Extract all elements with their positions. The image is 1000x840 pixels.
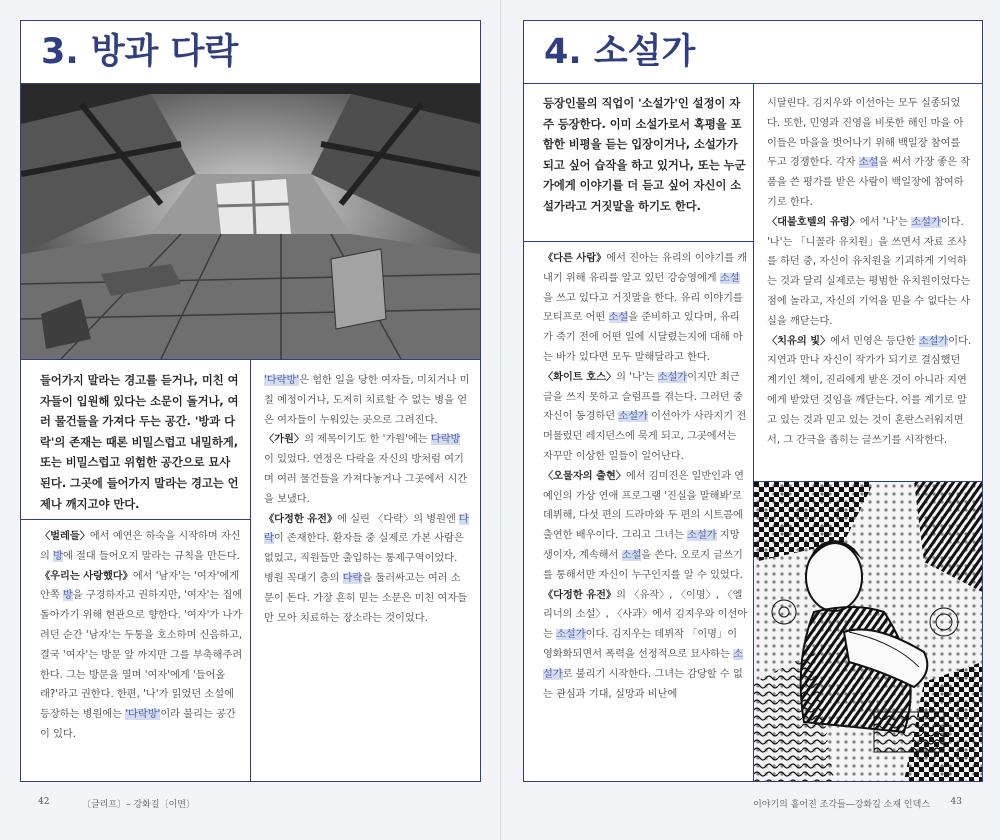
running-footer: 〔글리프〕– 강화길〔이면〕 <box>82 800 195 810</box>
body-text: 을 둘러싸고는 여러 소문이 돈다. 가장 흔히 믿는 소문은 미친 여자들만 모아 치료하는 장소라는 것이었다. <box>264 572 468 624</box>
body-text: 이다. 지연과 만나 자신이 작가가 되기로 결심했던 계기인 책이, 진리에게 받은 것이 아니라 지연에게 받았던 것임을 깨닫는다. 이를 계기로 알고 있는 것과 믿고 있는 것이 혼란스러워지면서, 그 간극을 좁히는 글쓰기를 시작한다. <box>767 335 972 446</box>
page-title: 3. 방과 다락 <box>21 21 480 84</box>
keyword-highlight: 소설가 <box>618 411 648 423</box>
lead-text: 들어가지 말라는 경고를 듣거나, 미친 여자들이 입원해 있다는 소문이 돌거나, 여러 물건들을 가져다 두는 공간. '방과 다락'의 존재는 때론 비밀스럽고 내밀하게, 또는 비밀스럽고 위험한 공간으로 묘사된다. 그곳에 들어가지 말라는 경고는 언제나 깨지고야 만다. <box>40 374 239 511</box>
running-footer: 이야기의 흩어진 조각들—강화길 소재 인덱스 <box>753 800 930 810</box>
keyword-highlight: 소설가 <box>911 216 941 228</box>
body-text: 에서 김미진은 일반인과 연예인의 가상 연애 프로그램 '진실을 말해봐'로 데뷔해, 다섯 편의 드라마와 두 편의 시트콤에 출연한 배우이다. 그리고 그녀는 <box>543 470 744 542</box>
pattern-illustration <box>754 482 982 781</box>
keyword-highlight: 소설 <box>621 549 642 561</box>
page-title: 4. 소설가 <box>524 21 982 84</box>
work-title: 《다른 사람》 <box>543 253 607 264</box>
right-frame <box>523 20 983 782</box>
column-divider <box>250 359 251 781</box>
keyword-highlight: 다락방 <box>430 434 461 446</box>
body-text: 이선아가 사라지기 전 머물렀던 레지던스에 묵게 되고, 그곳에서는 자꾸만 이상한 일들이 일어난다. <box>543 411 747 462</box>
lead-divider <box>524 241 753 242</box>
body-text: 에서 민영은 등단한 <box>830 335 919 347</box>
body-text: 의 〈유작〉, 〈이명〉, 〈엘리너의 소설〉, 〈사과〉에서 김지우와 이선아는 <box>543 589 748 641</box>
body-text: 에 절대 들어오지 말라는 규칙을 만든다. <box>62 550 240 562</box>
work-title: 〈가원〉 <box>264 434 305 446</box>
body-text: 을 준비하고 있다며, 유리가 죽기 전에 어떤 일에 시달렸는지에 대해 아는 바가 있다면 모두 말해달라고 한다. <box>543 312 743 363</box>
keyword-highlight: 소설가 <box>918 335 949 347</box>
body-text: 의 '나'는 <box>616 371 658 383</box>
page-number: 42 <box>38 797 50 807</box>
body-text: 이지만 최근 글을 쓰지 못하고 슬럼프를 겪는다. 그러던 중 자신이 동경하던 <box>543 371 743 423</box>
work-title: 〈대불호텔의 유령〉 <box>767 216 860 228</box>
keyword-highlight: '다락방' <box>125 709 161 721</box>
body-text: 지망생이자, 계속해서 <box>543 530 740 561</box>
body-column-2 <box>264 371 470 628</box>
keyword-highlight: '다락방' <box>264 375 300 386</box>
body-text: 시달린다. 김지우와 이선아는 모두 실종되었다. 또한, 민영과 진영을 비롯한 해인 마을 아이들은 마을을 벗어나기 위해 백일장 참여를 두고 경쟁한다. 각자 <box>767 98 964 169</box>
body-text: 을 쓴다. 오로지 글쓰기를 통해서만 자신이 누구인지를 알 수 있었다. <box>543 549 743 581</box>
work-title: 《다정한 유전》 <box>264 513 338 525</box>
keyword-highlight: 소설 <box>608 312 629 324</box>
work-title: 〈오물자의 출현〉 <box>543 470 626 482</box>
work-title: 〈화이트 호스〉 <box>543 371 617 383</box>
work-title: 〈치유의 빛〉 <box>767 335 831 347</box>
left-frame <box>20 20 481 782</box>
body-text: 로 불리기 시작한다. 그녀는 감당할 수 없는 관심과 기대, 실망과 비난에 <box>543 668 743 700</box>
body-text: 이 있었다. 연정은 다락을 자신의 방처럼 여기며 여러 물건들을 가져다놓거나 그곳에서 시간을 보냈다. <box>264 454 468 505</box>
keyword-highlight: 소설가 <box>543 648 743 680</box>
body-text: 의 제목이기도 한 '가원'에는 <box>304 434 431 446</box>
attic-illustration <box>21 84 480 359</box>
keyword-highlight: 소설 <box>858 157 879 169</box>
keyword-highlight: 소설가 <box>657 371 688 383</box>
keyword-highlight: 소설가 <box>556 629 586 641</box>
body-text: 이다. 김지우는 데뷔작 「이명」이 영화화되면서 폭력을 선정적으로 묘사하는 <box>543 629 738 660</box>
keyword-highlight: 소설가 <box>687 530 717 542</box>
body-text: 이다. '나'는 「니꼴라 유치원」을 쓰면서 자료 조사를 하던 중, 자신이 유치원을 기괴하게 기억하는 것과 달리 실제로는 평범한 유치원이었다는 점에 놀라고, 자신의 기억을 믿을 수 없다는 사실을 깨닫는다. <box>767 216 971 327</box>
work-title: 《우리는 사랑했다》 <box>40 570 133 582</box>
keyword-highlight: 다락 <box>264 513 469 545</box>
body-text: 을 쓰고 있다고 거짓말을 한다. 유리 이야기를 모티프로 어떤 <box>543 292 743 324</box>
body-text: 에 실린 〈다락〉의 병원엔 <box>337 513 460 525</box>
body-text: 에서 예연은 하숙을 시작하며 자신의 <box>40 531 241 562</box>
keyword-highlight: 방 <box>62 590 73 602</box>
keyword-highlight: 다락 <box>342 572 363 584</box>
right-page <box>500 0 1000 840</box>
body-column-1 <box>543 249 749 704</box>
lead-divider <box>21 519 250 520</box>
keyword-highlight: 소설 <box>719 272 740 284</box>
body-text: 을 구경하자고 권하지만, '여자'는 집에 돌아가기 위해 현관으로 향한다. '여자'가 나가려던 순간 '남자'는 두통을 호소하며 신음하고, 결국 '여자'는 방문 앞 까지만 그를 부축해주려 한다. 그는 방문을 열며 '여자'에게 '들어올래?'라고 권한다. 한편, '나'가 읽었던 소설에 등장하는 병원에는 <box>40 590 243 721</box>
body-text: 이 존재한다. 환자들 중 실제로 가본 사람은 없었고, 직원들만 출입하는 통제구역이었다. 병원 꼭대기 층의 <box>264 533 464 584</box>
body-column-2 <box>767 94 973 450</box>
body-text: 이라 불리는 공간이 있다. <box>40 709 236 740</box>
work-title: 《다정한 유전》 <box>543 589 617 601</box>
lead-text: 등장인물의 직업이 '소설가'인 설정이 자주 등장한다. 이미 소설가로서 혹평을 포함한 비평을 듣는 입장이거나, 소설가가 되고 싶어 습작을 하고 있거나, 또는 누군가에게 이야기를 더 듣고 싶어 자신이 소설가라고 거짓말을 하기도 한다. <box>543 97 746 213</box>
body-text: 에서 '남자'는 '여자'에게 안쪽 <box>40 570 240 602</box>
body-text: 에서 '나'는 <box>859 216 912 228</box>
page-number: 43 <box>950 797 962 807</box>
body-text: 을 써서 가장 좋은 작품을 쓴 평가를 받은 사람이 백일장에 참여하기로 한다. <box>767 157 971 208</box>
work-title: 〈벌레들〉 <box>40 531 90 542</box>
body-text: 에서 진아는 유리의 이야기를 캐내기 위해 유리를 알고 있던 강승영에게 <box>543 253 748 284</box>
body-column-1 <box>40 527 245 745</box>
body-text: 은 험한 일을 당한 여자들, 미치거나 미칠 예정이거나, 도저히 치료할 수 없는 병을 얻은 여자들이 누워있는 곳으로 그려진다. <box>264 375 470 426</box>
keyword-highlight: 방 <box>53 550 63 562</box>
